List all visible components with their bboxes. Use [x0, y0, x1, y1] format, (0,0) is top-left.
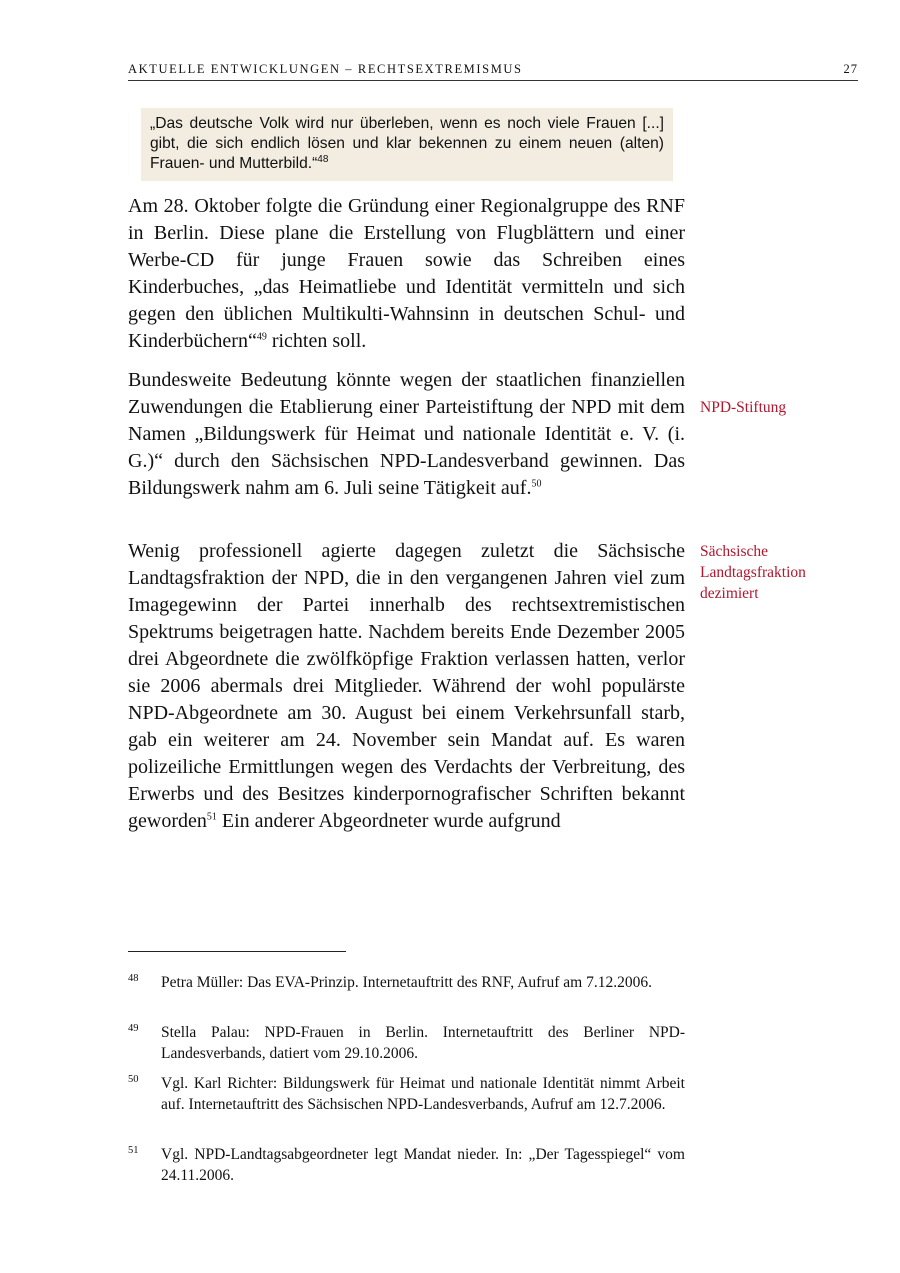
- paragraph-regionalgruppe: [128, 193, 685, 355]
- footnote-ref[interactable]: 51: [206, 811, 217, 823]
- paragraph-text: Wenig professionell agierte dagegen zuletzt die Sächsische Landtagsfraktion der NPD, die in den vergangenen Jahren viel zum Imagegewinn der Partei innerhalb des rechtsextremistischen Spektrums beigetragen hatte. Nachdem bereits Ende Dezember 2005 drei Abgeordnete die zwölfköpfige Fraktion verlassen hatten, verlor sie 2006 abermals drei Mitglieder. Während der wohl populärste NPD-Abgeordnete am 30. August bei einem Verkehrsunfall starb, gab ein weiterer am 24. November sein Mandat auf. Es waren polizeiliche Ermittlungen wegen des Verdachts der Verbreitung, des Erwerbs und des Besitzes kinderpornografischer Schriften bekannt geworden: [128, 540, 685, 832]
- paragraph-text: Bundesweite Bedeutung könnte wegen der staatlichen finanziellen Zuwendungen die Etablierung einer Parteistiftung der NPD mit dem Namen „Bildungswerk für Heimat und nationale Identität e. V. (i. G.)“ durch den Sächsischen NPD-Landesverband gewinnen. Das Bildungswerk nahm am 6. Juli seine Tätigkeit auf.: [128, 369, 685, 499]
- footnote-ref[interactable]: 50: [531, 478, 542, 490]
- paragraph-text: richten soll.: [266, 330, 367, 352]
- footnote-number: 50: [128, 1074, 139, 1085]
- footnote-number: 48: [128, 973, 139, 984]
- footnote-text: Stella Palau: NPD-Frauen in Berlin. Internetauftritt des Berliner NPD-Landesverbands, datiert vom 29.10.2006.: [161, 1024, 685, 1062]
- footnote-49: [128, 1022, 685, 1064]
- footnote-text: Vgl. NPD-Landtagsabgeordneter legt Mandat nieder. In: „Der Tagesspiegel“ vom 24.11.2006.: [161, 1146, 685, 1184]
- footnote-text: Vgl. Karl Richter: Bildungswerk für Heimat und nationale Identität nimmt Arbeit auf. Internetauftritt des Sächsischen NPD-Landesverbands, Aufruf am 12.7.2006.: [161, 1075, 685, 1113]
- footnote-ref[interactable]: 49: [256, 331, 267, 343]
- running-header-title: AKTUELLE ENTWICKLUNGEN – RECHTSEXTREMISMUS: [128, 62, 523, 76]
- margin-note-npd-stiftung: NPD-Stiftung: [700, 399, 787, 416]
- footnote-separator: [128, 951, 346, 952]
- paragraph-text: Ein anderer Abgeordneter wurde aufgrund: [216, 810, 561, 832]
- footnote-number: 49: [128, 1023, 139, 1034]
- footnote-50: [128, 1073, 685, 1115]
- footnote-number: 51: [128, 1145, 139, 1156]
- running-header: [128, 62, 858, 81]
- footnote-text: Petra Müller: Das EVA-Prinzip. Internetauftritt des RNF, Aufruf am 7.12.2006.: [161, 974, 652, 991]
- paragraph-text: Am 28. Oktober folgte die Gründung einer Regionalgruppe des RNF in Berlin. Diese plane die Erstellung von Flugblättern und einer Werbe-CD für junge Frauen sowie das Schreiben eines Kinderbuches, „das Heimatliebe und Identität vermitteln und sich gegen den üblichen Multikulti-Wahnsinn in deutschen Schul- und Kinderbüchern“: [128, 195, 685, 352]
- page-number: 27: [843, 62, 858, 76]
- paragraph-landtagsfraktion: [128, 538, 685, 835]
- footnote-48: [128, 972, 685, 993]
- paragraph-parteistiftung: [128, 367, 685, 502]
- footnote-ref[interactable]: 48: [317, 153, 329, 165]
- margin-note-landtagsfraktion: Sächsische Landtagsfraktion dezimiert: [700, 543, 806, 602]
- quote-text: „Das deutsche Volk wird nur überleben, wenn es noch viele Frauen [...] gibt, die sich endlich lösen und klar bekennen zu einem neuen (alten) Frauen- und Mutterbild.“: [150, 115, 664, 172]
- footnote-51: [128, 1144, 685, 1186]
- block-quote: [141, 108, 673, 181]
